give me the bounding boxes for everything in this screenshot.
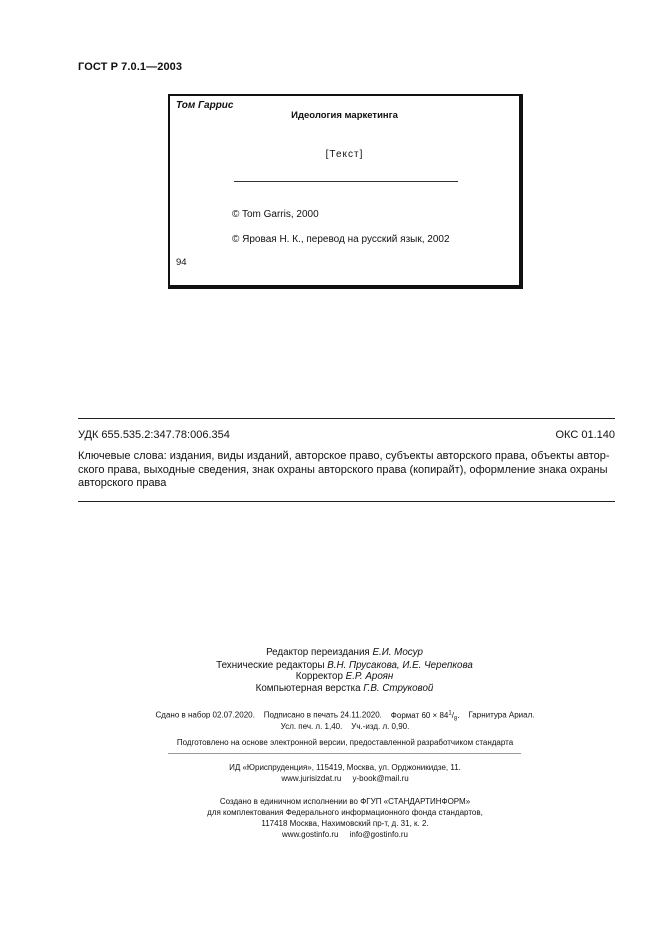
- sample-title: Идеология маркетинга: [291, 110, 398, 121]
- sample-text-placeholder: [Текст]: [325, 149, 364, 160]
- copyright-original: © Tom Garris, 2000: [232, 209, 319, 220]
- typeface: Гарнитура Ариал.: [468, 710, 535, 720]
- publisher-contacts: [100, 774, 590, 783]
- credit-tech-editors: [168, 660, 521, 671]
- top-rule: [78, 418, 615, 419]
- publisher-sheets: Уч.-изд. л. 0,90.: [351, 722, 410, 731]
- producer-line-1: Создано в единичном исполнении во ФГУП «СТАНДАРТИНФОРМ»: [219, 797, 471, 806]
- sample-imprint-box: [168, 94, 521, 287]
- copyright-translation: © Яровая Н. К., перевод на русский язык, 2002: [232, 234, 450, 245]
- producer-line-2: для комплектования Федерального информационного фонда стандартов,: [207, 808, 483, 817]
- sample-divider: [234, 181, 458, 182]
- credit-editor: [168, 647, 521, 658]
- tech-label: Технические редакторы: [216, 660, 325, 671]
- imprint-rule: [168, 753, 521, 754]
- layout-label: Компьютерная верстка: [255, 683, 361, 694]
- print-sheets: Усл. печ. л. 1,40.: [280, 722, 343, 731]
- standard-code: ГОСТ Р 7.0.1—2003: [78, 61, 183, 73]
- tech-names: В.Н. Прусакова, И.Е. Черепкова: [327, 660, 473, 671]
- producer-line-3: 117418 Москва, Нахимовский пр-т, д. 31, к. 2.: [261, 819, 429, 828]
- corrector-label: Корректор: [295, 671, 343, 682]
- keywords: Ключевые слова: издания, виды изданий, авторское право, субъекты авторского права, объекты автор-ского права, выходные сведения, знак охраны авторского права (копирайт), оформление знака охраны авторского права: [78, 450, 610, 489]
- credit-corrector: [168, 671, 521, 682]
- sample-page-number: 94: [176, 257, 187, 268]
- corrector-name: Е.Р. Ароян: [345, 671, 394, 682]
- publisher-line: ИД «Юриспруденция», 115419, Москва, ул. Орджоникидзе, 11.: [229, 763, 461, 772]
- producer-site-link[interactable]: www.gostinfo.ru: [282, 830, 339, 839]
- imprint-line-1: [100, 710, 590, 722]
- credit-layout: [168, 683, 521, 694]
- imprint-line-2: [100, 722, 590, 731]
- producer-contacts: [100, 830, 590, 839]
- layout-name: Г.В. Струковой: [363, 683, 434, 694]
- editor-label: Редактор переиздания: [266, 647, 370, 658]
- udk-code: УДК 655.535.2:347.78:006.354: [78, 429, 230, 441]
- format-den: 8: [453, 716, 458, 723]
- format-num: 1: [448, 710, 452, 716]
- editor-name: Е.И. Мосур: [372, 647, 423, 658]
- sample-author: Том Гаррис: [176, 100, 234, 111]
- publisher-email-link[interactable]: y-book@mail.ru: [352, 774, 409, 783]
- format-label: Формат 60 × 84: [390, 710, 449, 720]
- oks-code: ОКС 01.140: [555, 429, 615, 441]
- signed-to-print: Подписано в печать 24.11.2020.: [263, 710, 382, 720]
- format: Формат $60 \times 84^1/_8$.: [390, 710, 460, 723]
- producer-email-link[interactable]: info@gostinfo.ru: [349, 830, 408, 839]
- prepared-note: Подготовлено на основе электронной версии, предоставленной разработчиком стандарта: [176, 738, 514, 747]
- publisher-site-link[interactable]: www.jurisizdat.ru: [281, 774, 342, 783]
- bottom-rule: [78, 501, 615, 502]
- sent-to-print: Сдано в набор 02.07.2020.: [155, 710, 255, 720]
